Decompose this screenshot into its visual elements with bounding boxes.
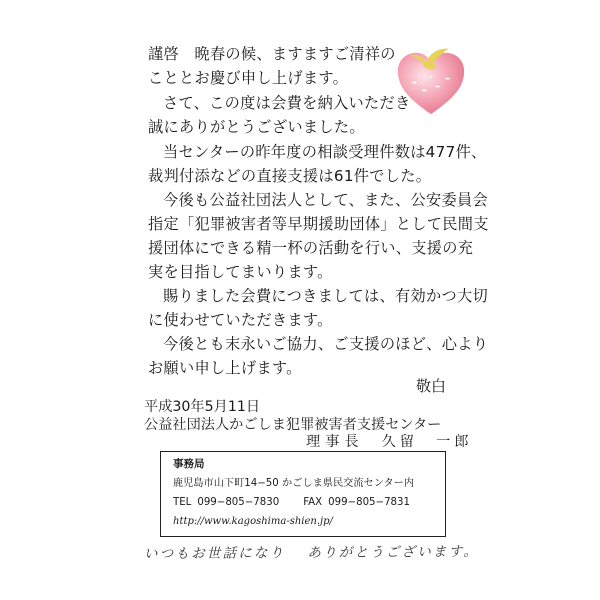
heart-with-dove-icon (392, 42, 470, 120)
closing-phrase: 敬白 (415, 377, 446, 395)
office-heading: 事務局 (173, 458, 205, 470)
representative-title: 理事長 (306, 434, 364, 450)
letter-date: 平成30年5月11日 (144, 399, 261, 415)
letter-line-11: 賜りました会費につきましては、有効かつ大切 (163, 287, 488, 305)
fax-number: 099−805−7831 (328, 497, 410, 508)
letter-line-1: 謹啓 晩春の候、ますますご清祥の (148, 45, 396, 63)
letter-line-6: 裁判付添などの直接支援は61件でした。 (148, 167, 432, 185)
handwritten-note-part1: いつもお世話になり (143, 545, 286, 563)
letter-line-4: 誠にありがとうございました。 (148, 118, 365, 136)
letter-line-12: に使わせていただきます。 (148, 311, 333, 329)
representative-name: 久留 一郎 (381, 434, 473, 450)
fax-label: FAX (303, 497, 323, 508)
letter-line-3: さて、この度は会費を納入いただき (163, 94, 411, 112)
website-url: http://www.kagoshima-shien.jp/ (173, 516, 333, 527)
handwritten-note (144, 543, 479, 563)
letter-line-7: 今後も公益社団法人として、また、公安委員会 (163, 191, 488, 209)
handwritten-note-part2: ありがとうございます。 (307, 543, 479, 562)
letter-line-9: 援団体にできる精一杯の活動を行い、支援の充 (148, 239, 474, 257)
office-address: 鹿児島市山下町14−50 かごしま県民交流センター内 (173, 478, 415, 489)
letter-line-13: 今後とも末永いご協力、ご支援のほど、心より (163, 335, 489, 353)
letter-line-2: こととお慶び申し上げます。 (148, 69, 349, 87)
organization-name: 公益社団法人かごしま犯罪被害者支援センター (144, 417, 442, 433)
letter-line-5: 当センターの昨年度の相談受理件数は477件、 (163, 143, 487, 161)
letter-line-8: 指定「犯罪被害者等早期援助団体」として民間支 (148, 215, 489, 233)
office-phone-fax (173, 496, 410, 509)
letter-line-10: 実を目指してまいります。 (148, 263, 333, 281)
tel-label: TEL (173, 497, 192, 508)
tel-number: 099−805−7830 (197, 497, 280, 508)
letter-line-14: お願い申し上げます。 (148, 359, 302, 377)
representative (306, 433, 473, 451)
office-info-box (160, 451, 446, 537)
